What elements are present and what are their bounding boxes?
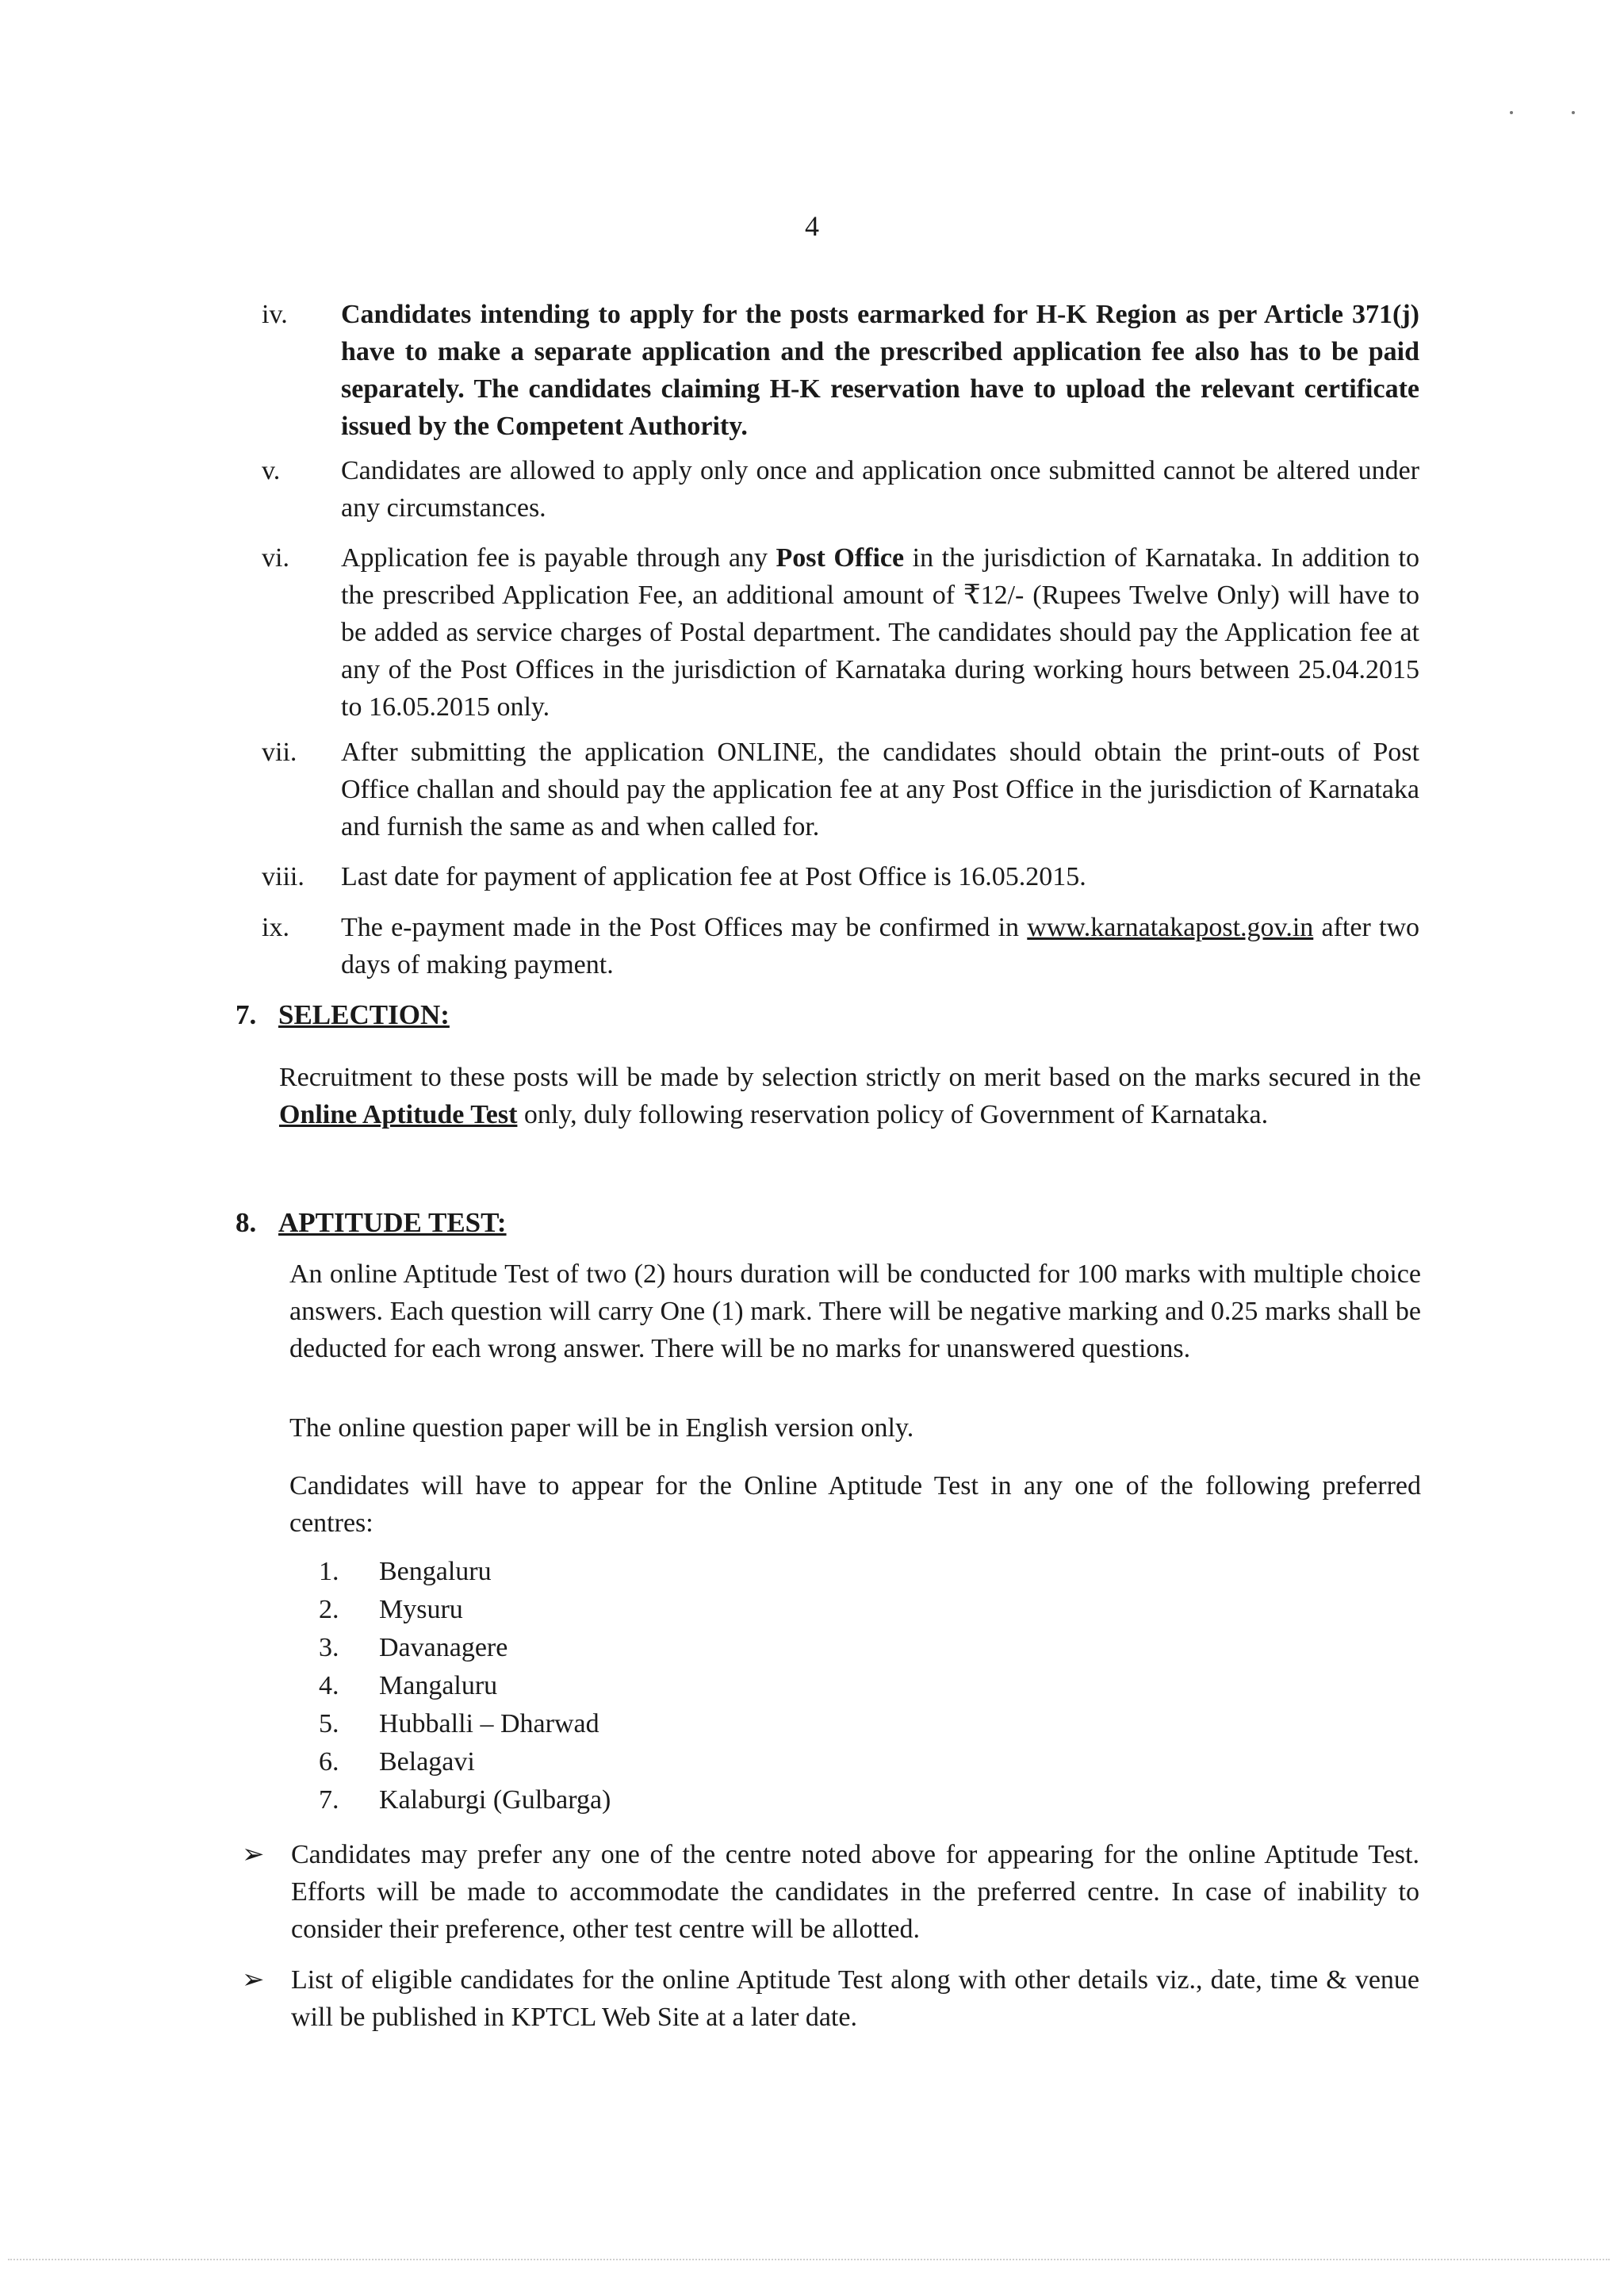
list-item-vi [262,539,1419,726]
arrow-bullet-icon: ➢ [242,1965,265,1995]
section-title: SELECTION: [278,999,450,1030]
bullet-preferred-centre [242,1836,1419,1948]
list-item: 1. Bengaluru [319,1557,492,1586]
item-number: vi. [262,543,289,573]
item-number: vii. [262,738,297,767]
bullet-text: List of eligible candidates for the online Aptitude Test along with other details viz., date, time & venue will be published in KPTCL Web Site at a later date. [291,1965,1419,2032]
karnatakapost-link[interactable]: www.karnatakapost.gov.in [1027,913,1314,942]
item-text: After submitting the application ONLINE, the candidates should obtain the print-outs of Post Office challan and should pay the application fee at any Post Office in the jurisdiction of Karnataka and furnish the same as and when called for. [341,738,1419,841]
section-number: 8. [236,1207,257,1238]
page-number: 4 [805,210,819,242]
item-text: Last date for payment of application fee at Post Office is 16.05.2015. [341,862,1086,891]
list-item-v [262,452,1419,527]
list-item-ix [262,909,1419,983]
item-text: Candidates are allowed to apply only once and application once submitted cannot be altered under any circumstances. [341,456,1419,523]
section-title: APTITUDE TEST: [278,1207,507,1238]
arrow-bullet-icon: ➢ [242,1840,265,1869]
aptitude-paragraph-3: Candidates will have to appear for the Online Aptitude Test in any one of the following preferred centres: [289,1471,1421,1538]
centres-list [319,1553,611,1819]
list-item: 4. Mangaluru [319,1671,498,1700]
scan-speck [1572,111,1575,114]
aptitude-paragraph-2: The online question paper will be in English version only. [289,1413,914,1443]
bullet-text: Candidates may prefer any one of the centre noted above for appearing for the online Aptitude Test. Efforts will be made to accommodate the candidates in the preferred centre. In case of inability to consider their preference, other test centre will be allotted. [291,1840,1419,1944]
bullet-eligible-list [242,1961,1419,2036]
aptitude-paragraph-1: An online Aptitude Test of two (2) hours duration will be conducted for 100 marks with multiple choice answers. Each question will carry One (1) mark. There will be negative marking and 0.25 marks shall be deducted for each wrong answer. There will be no marks for unanswered questions. [289,1259,1421,1363]
list-item-iv [262,296,1419,445]
section-number: 7. [236,999,257,1030]
list-item: 3. Davanagere [319,1633,508,1662]
list-item: 2. Mysuru [319,1595,463,1624]
post-office-emphasis: Post Office [776,543,905,573]
item-number: iv. [262,300,288,329]
section-heading-aptitude-test [236,1204,507,1241]
item-number: v. [262,456,281,485]
item-text: Candidates intending to apply for the posts earmarked for H-K Region as per Article 371(j) have to make a separate application and the prescribed application fee also has to be paid separately. The candidates claiming H-K reservation have to upload the relevant certificate issued by the Competent Authority. [341,300,1419,441]
list-item: 6. Belagavi [319,1747,475,1777]
list-item: 7. Kalaburgi (Gulbarga) [319,1785,611,1815]
item-number: ix. [262,913,289,942]
section-heading-selection [236,996,450,1033]
selection-paragraph: Recruitment to these posts will be made by selection strictly on merit based on the marks secured in the Online Aptitude Test only, duly following reservation policy of Government of Karnataka. [279,1063,1421,1129]
list-item-viii [262,858,1419,895]
item-number: viii. [262,862,304,891]
scan-speck [1510,111,1513,114]
scan-edge-line [8,2259,1610,2260]
item-text: Application fee is payable through any Post Office in the jurisdiction of Karnataka. In addition to the prescribed Application Fee, an additional amount of ₹12/- (Rupees Twelve Only) will have to be added as service charges of Postal department. The candidates should pay the Application fee at any of the Post Offices in the jurisdiction of Karnataka during working hours between 25.04.2015 to 16.05.2015 only. [341,543,1420,722]
online-aptitude-test-emphasis: Online Aptitude Test [279,1100,518,1129]
item-text: The e-payment made in the Post Offices may be confirmed in www.karnatakapost.gov.in after two days of making payment. [341,913,1420,979]
list-item-vii [262,734,1419,845]
list-item: 5. Hubballi – Dharwad [319,1709,599,1738]
